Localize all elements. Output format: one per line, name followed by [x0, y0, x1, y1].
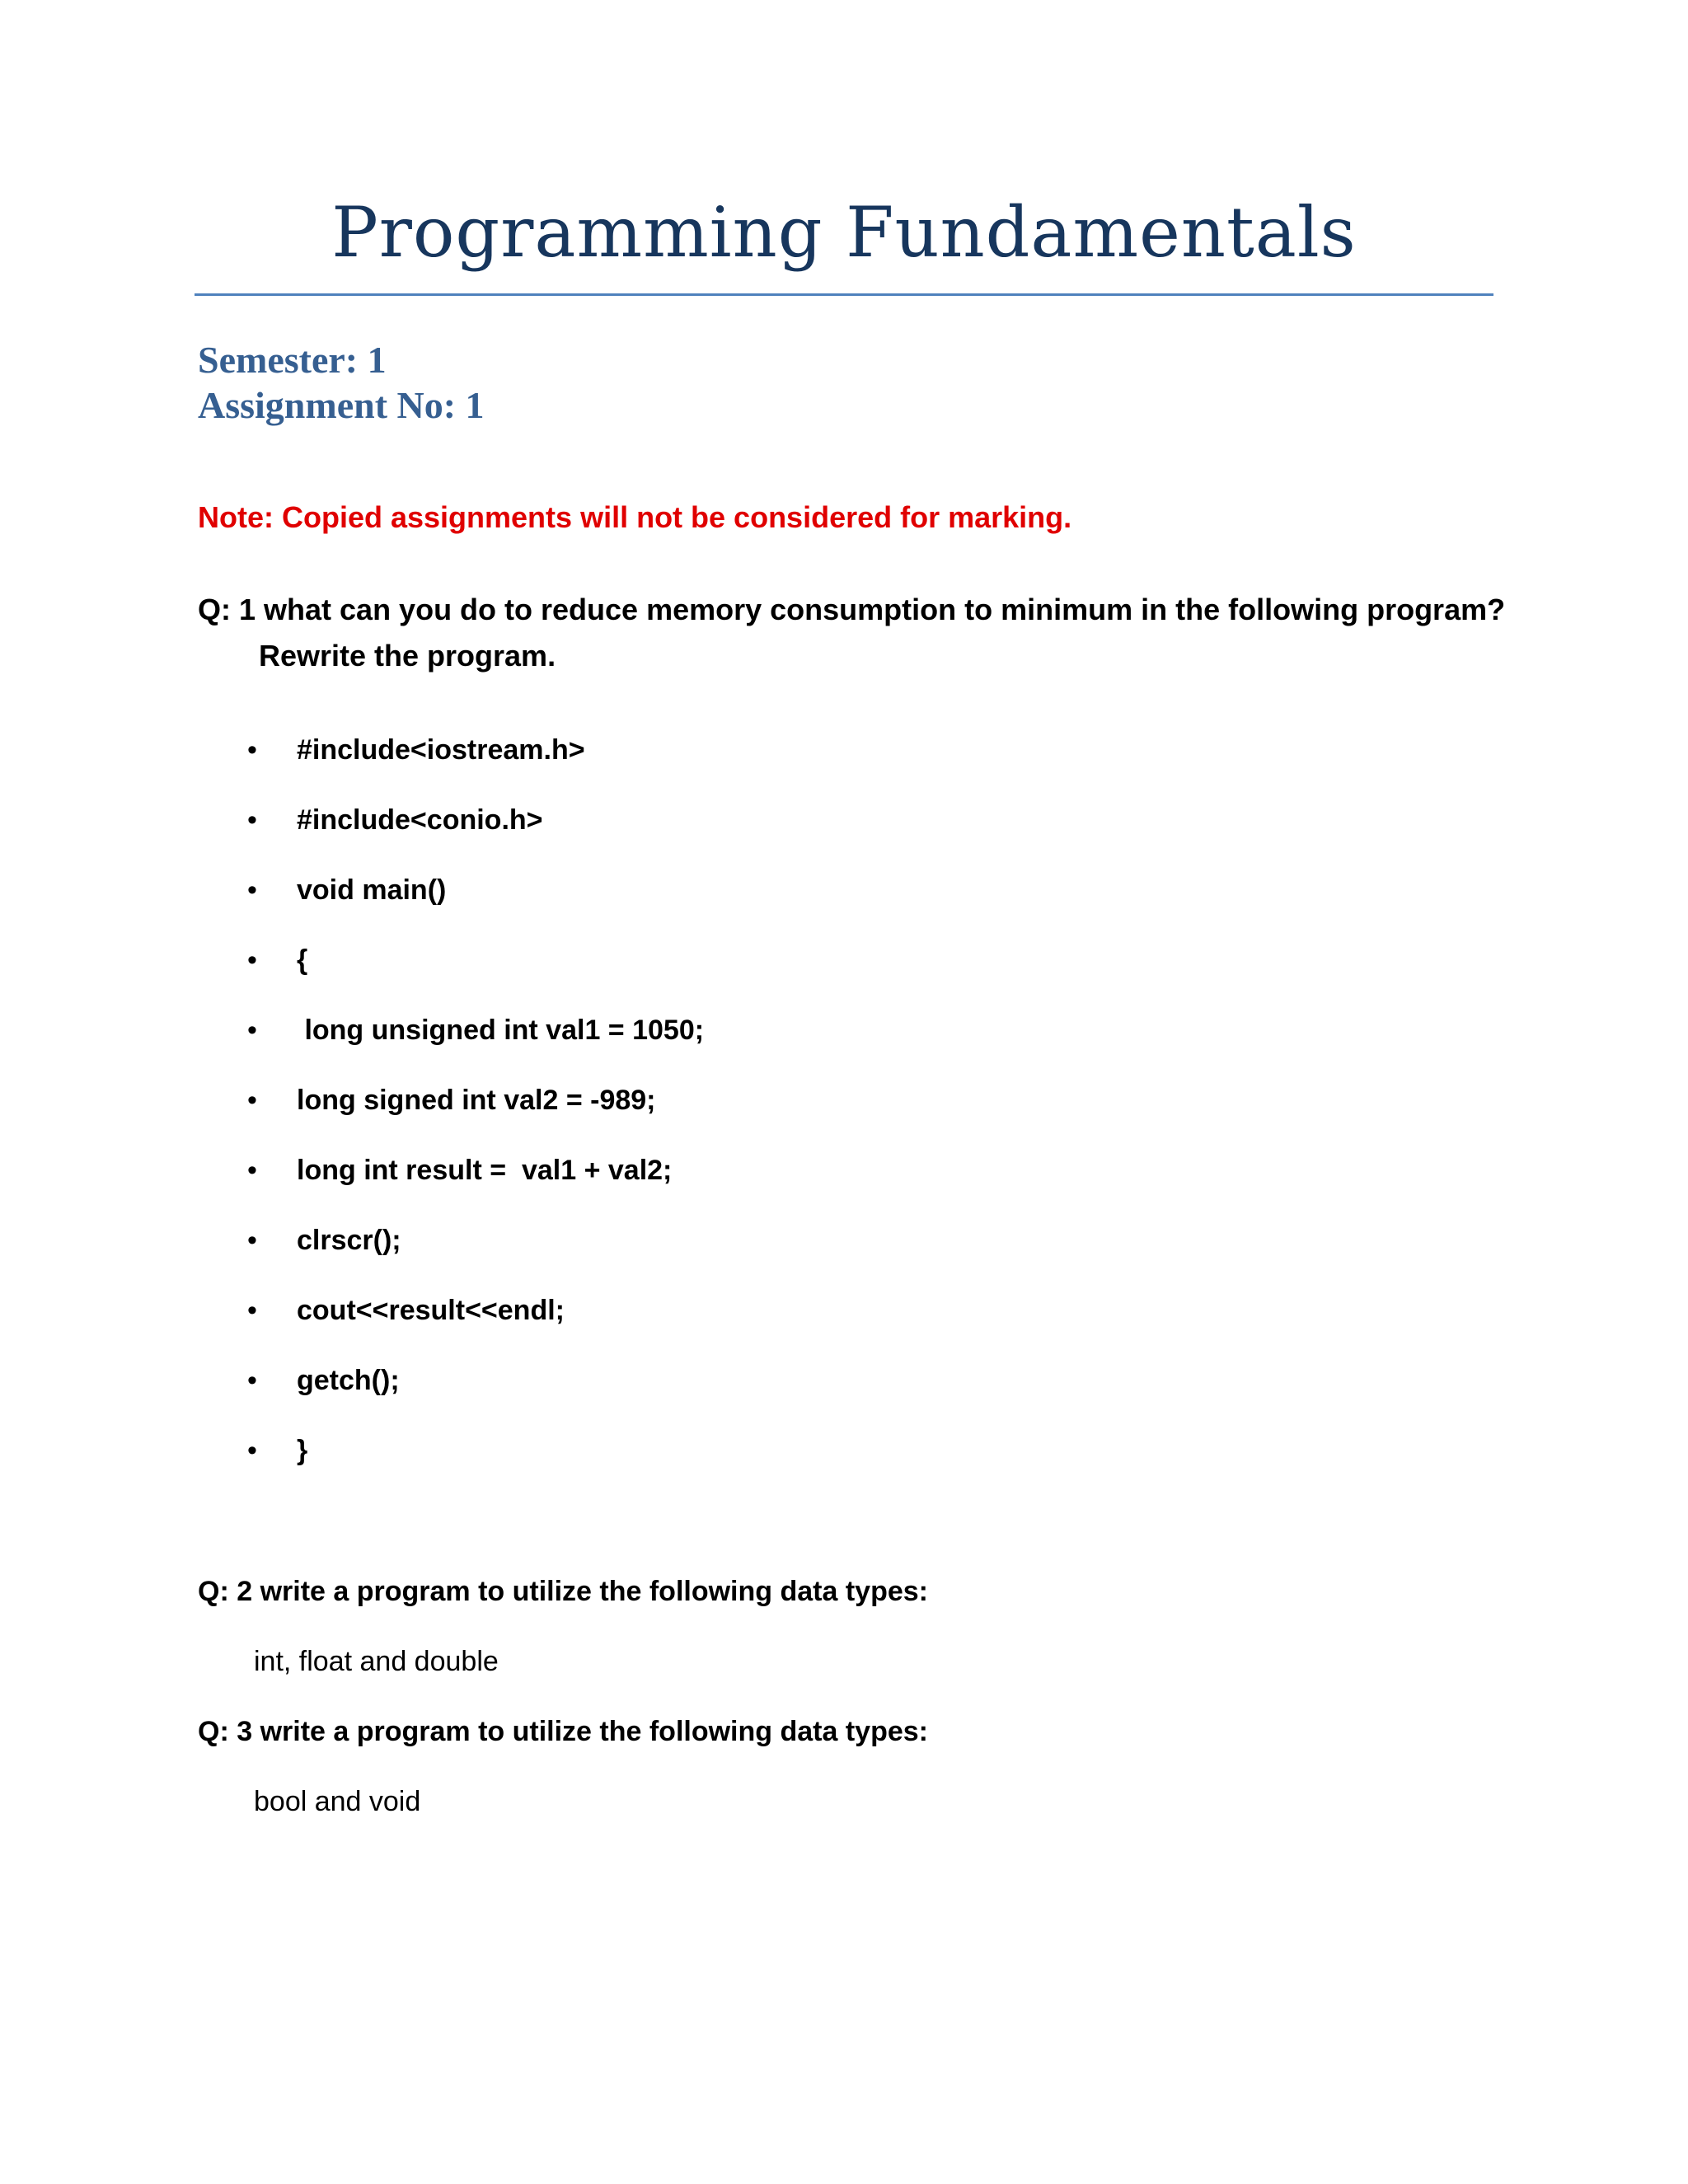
code-line: { [297, 944, 308, 976]
bullet-icon: • [247, 1295, 257, 1326]
bullet-icon: • [247, 1365, 257, 1396]
code-line: long signed int val2 = -989; [297, 1085, 656, 1116]
list-item [247, 733, 1236, 766]
question-1: Q: 1 what can you do to reduce memory consumption to minimum in the following program? [198, 593, 1506, 626]
code-line: cout<<result<<endl; [297, 1295, 565, 1326]
note-warning: Note: Copied assignments will not be considered for marking. [198, 500, 1072, 534]
bullet-icon: • [247, 1435, 257, 1466]
bullet-icon: • [247, 1015, 257, 1046]
page-title: Programming Fundamentals [331, 192, 1357, 273]
list-item [247, 1084, 1236, 1117]
bullet-icon: • [247, 1155, 257, 1186]
question-2: Q: 2 write a program to utilize the following data types: [198, 1576, 928, 1607]
list-item [247, 944, 1236, 977]
question-3: Q: 3 write a program to utilize the following data types: [198, 1716, 928, 1747]
bullet-icon: • [247, 874, 257, 906]
bullet-icon: • [247, 804, 257, 836]
list-item [247, 1364, 1236, 1397]
list-item [247, 1434, 1236, 1467]
bullet-icon: • [247, 944, 257, 976]
bullet-icon: • [247, 1085, 257, 1116]
list-item [247, 874, 1236, 907]
code-line: clrscr(); [297, 1225, 401, 1256]
question-1-continuation: Rewrite the program. [259, 639, 556, 673]
list-item [247, 1014, 1236, 1047]
list-item [247, 1224, 1236, 1257]
list-item [247, 1154, 1236, 1187]
code-line: #include<iostream.h> [297, 734, 585, 766]
question-2-types: int, float and double [254, 1646, 499, 1677]
list-item [247, 1294, 1236, 1327]
title-underline [195, 293, 1493, 296]
bullet-icon: • [247, 734, 257, 766]
semester-heading: Semester: 1 [198, 339, 387, 381]
code-line: getch(); [297, 1365, 400, 1396]
bullet-icon: • [247, 1225, 257, 1256]
code-line: long unsigned int val1 = 1050; [297, 1015, 705, 1046]
code-line: long int result = val1 + val2; [297, 1155, 673, 1186]
assignment-heading: Assignment No: 1 [198, 384, 485, 426]
code-line: } [297, 1435, 308, 1466]
question-3-types: bool and void [254, 1786, 421, 1817]
code-line: #include<conio.h> [297, 804, 543, 836]
list-item [247, 804, 1236, 837]
code-line: void main() [297, 874, 447, 906]
